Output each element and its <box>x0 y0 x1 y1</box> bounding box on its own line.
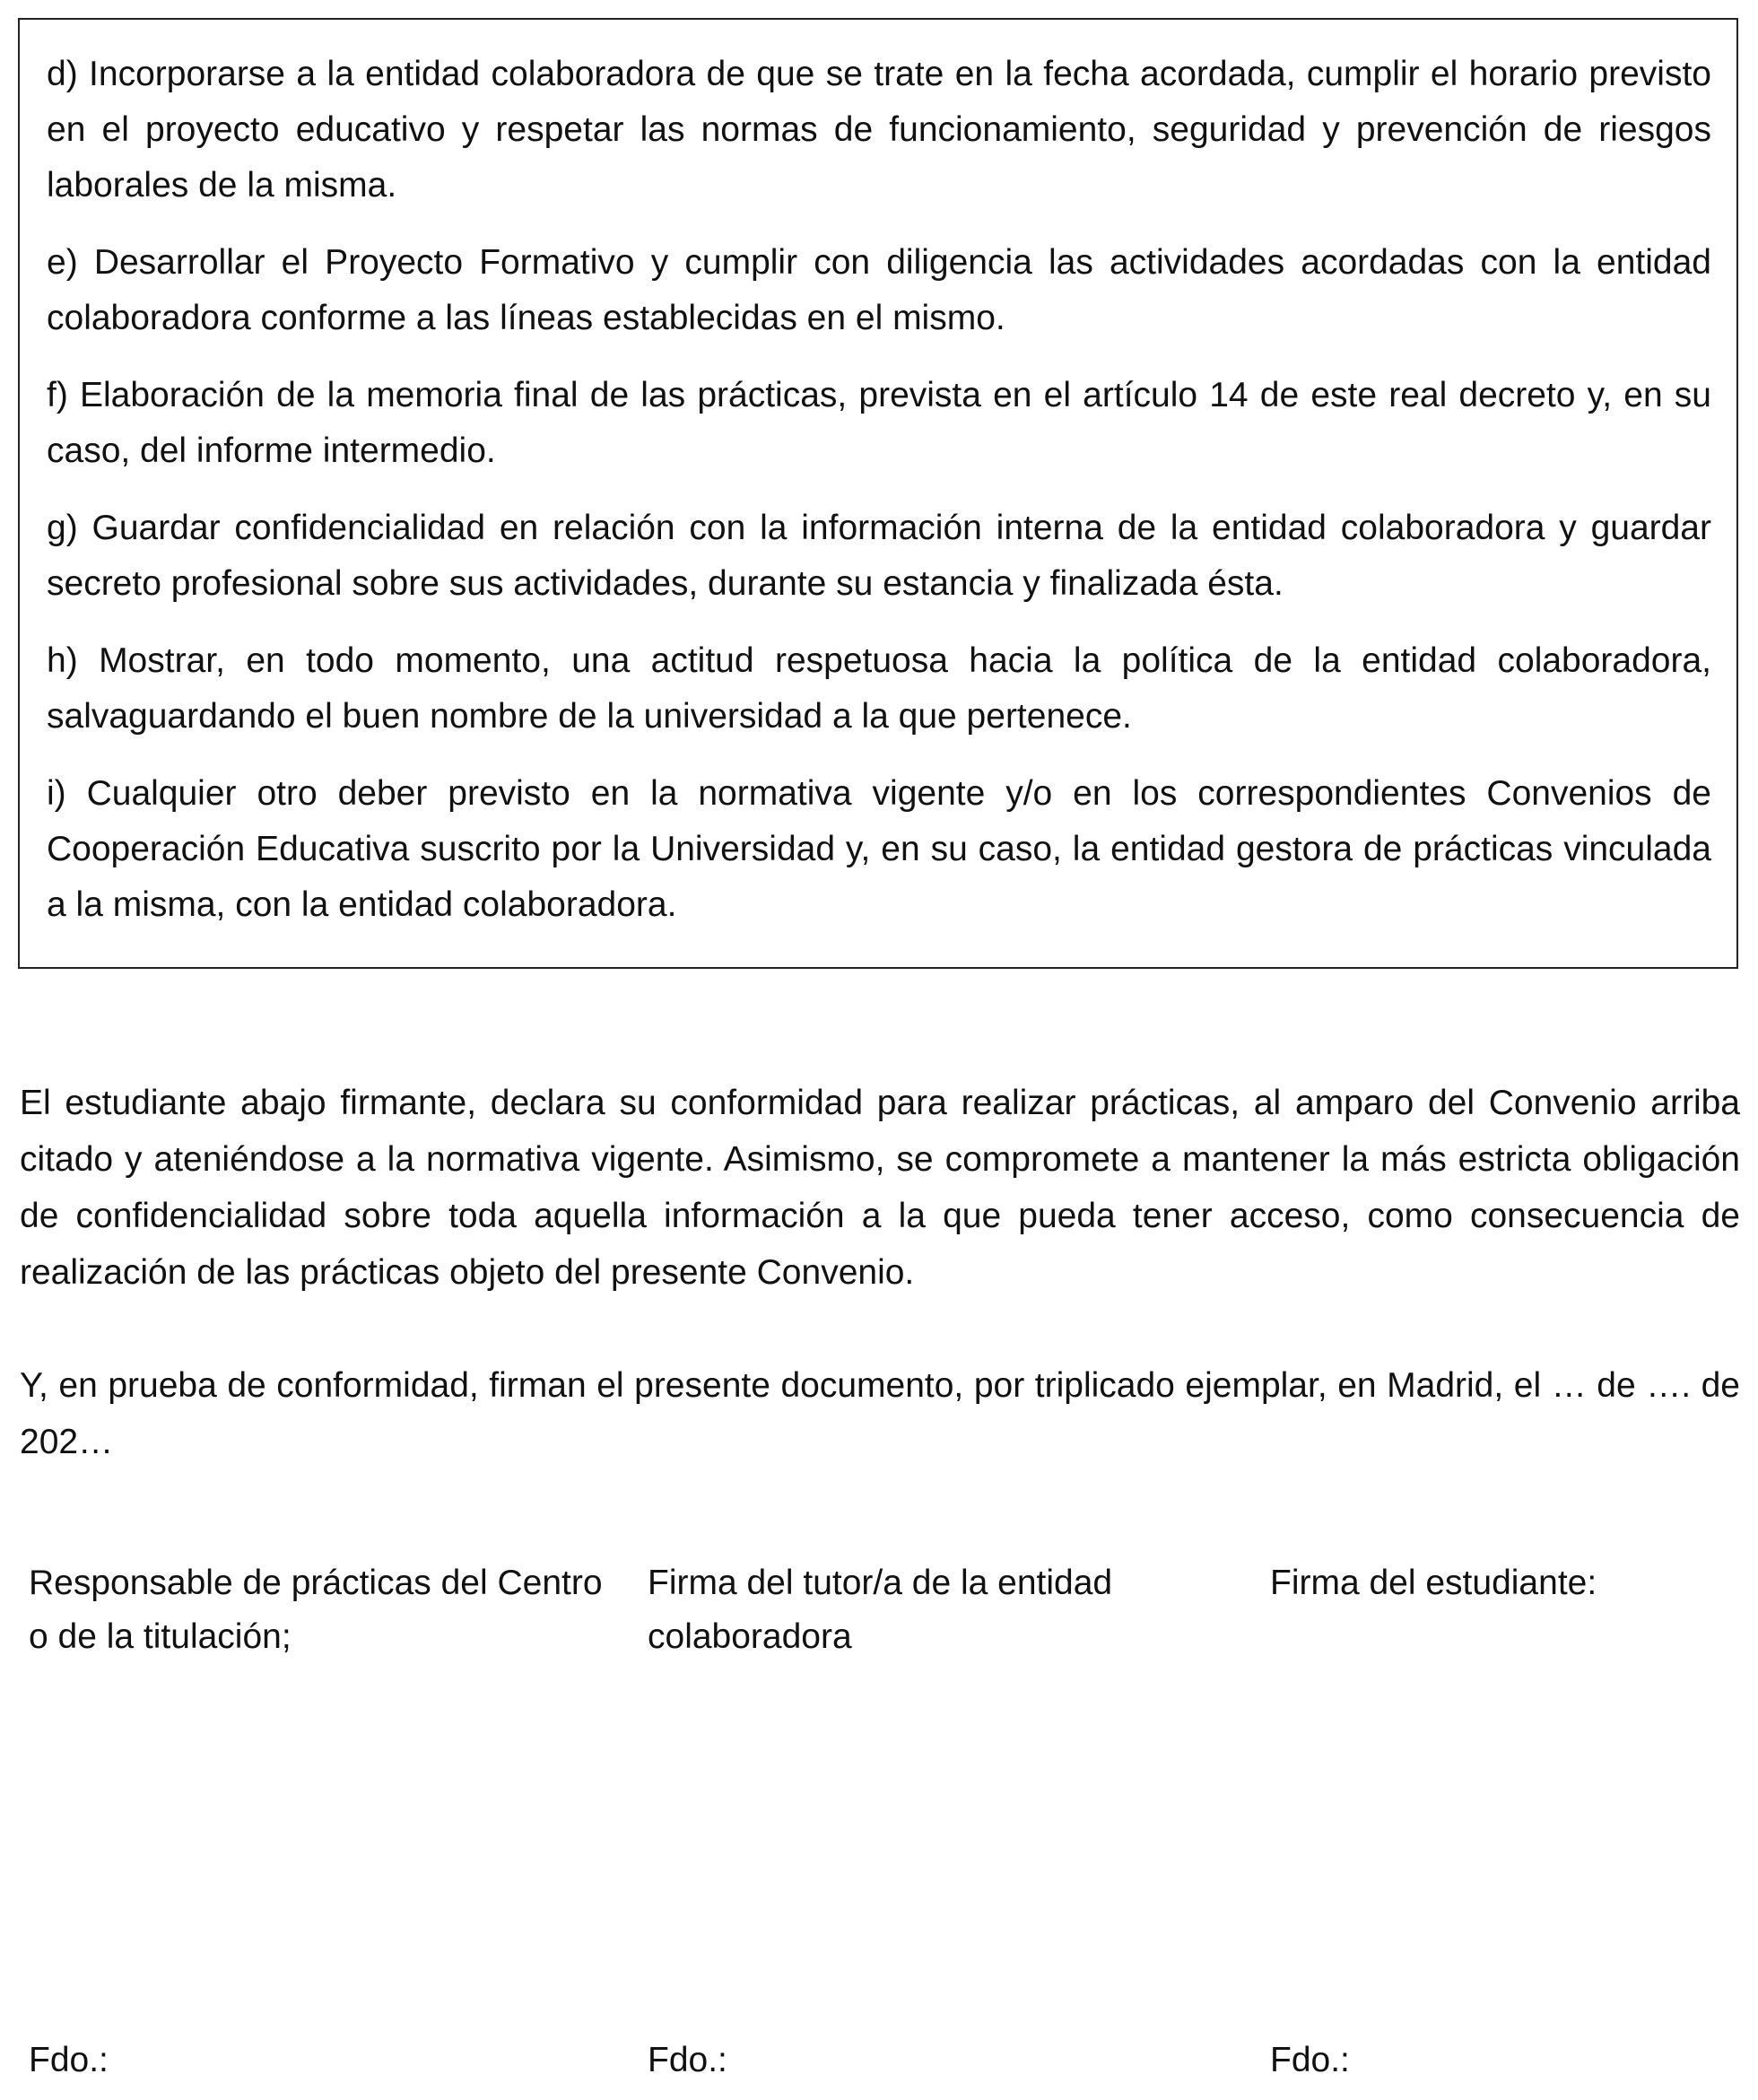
duty-item-i: i) Cualquier otro deber previsto en la normativa vigente y/o en los correspondientes Convenios de Cooperación Educativa suscrito por la Universidad y, en su caso, la entidad gestora de prácticas vinculada a la misma, con la entidad colaboradora. <box>47 774 1711 924</box>
duty-item-f: f) Elaboración de la memoria final de las prácticas, prevista en el artículo 14 de este real decreto y, en su caso, del informe intermedio. <box>47 376 1711 470</box>
duty-item-h: h) Mostrar, en todo momento, una actitud respetuosa hacia la política de la entidad colaboradora, salvaguardando el buen nombre de la universidad a la que pertenece. <box>47 641 1711 736</box>
duty-item-g: g) Guardar confidencialidad en relación con la información interna de la entidad colaboradora y guardar secreto profesional sobre sus actividades, durante su estancia y finalizada ésta. <box>47 509 1711 603</box>
signature-label: Firma del estudiante: <box>1270 1564 1597 1602</box>
duty-item-d: d) Incorporarse a la entidad colaboradora de que se trate en la fecha acordada, cumplir el horario previsto en el proyecto educativo y respetar las normas de funcionamiento, seguridad y prevención de riesgos laborales de la misma. <box>47 55 1711 205</box>
student-declaration: El estudiante abajo firmante, declara su conformidad para realizar prácticas, al amparo del Convenio arriba citado y ateniéndose a la normativa vigente. Asimismo, se compromete a mantener la más estricta obligación de confidencialidad sobre toda aquella información a la que pueda tener acceso, como consecuencia de realización de las prácticas objeto del presente Convenio. <box>20 1084 1740 1292</box>
signature-section <box>0 1556 1758 2095</box>
signature-block-entity-tutor <box>648 1556 1222 2095</box>
closing-statement: Y, en prueba de conformidad, firman el presente documento, por triplicado ejemplar, en Madrid, el … de …. de 202… <box>20 1366 1740 1461</box>
signature-block-practices-manager <box>29 1556 603 2095</box>
signature-label: Firma del tutor/a de la entidad colaboradora <box>648 1564 1113 1656</box>
signature-fdo: Fdo.: <box>648 2041 727 2079</box>
signature-label: Responsable de prácticas del Centro o de la titulación; <box>29 1564 603 1656</box>
signature-fdo: Fdo.: <box>29 2041 109 2079</box>
signature-fdo: Fdo.: <box>1270 2041 1350 2079</box>
duty-item-e: e) Desarrollar el Proyecto Formativo y cumplir con diligencia las actividades acordadas con la entidad colaboradora conforme a las líneas establecidas en el mismo. <box>47 243 1711 337</box>
signature-block-student <box>1270 1556 1736 2095</box>
student-duties-box <box>18 18 1738 969</box>
